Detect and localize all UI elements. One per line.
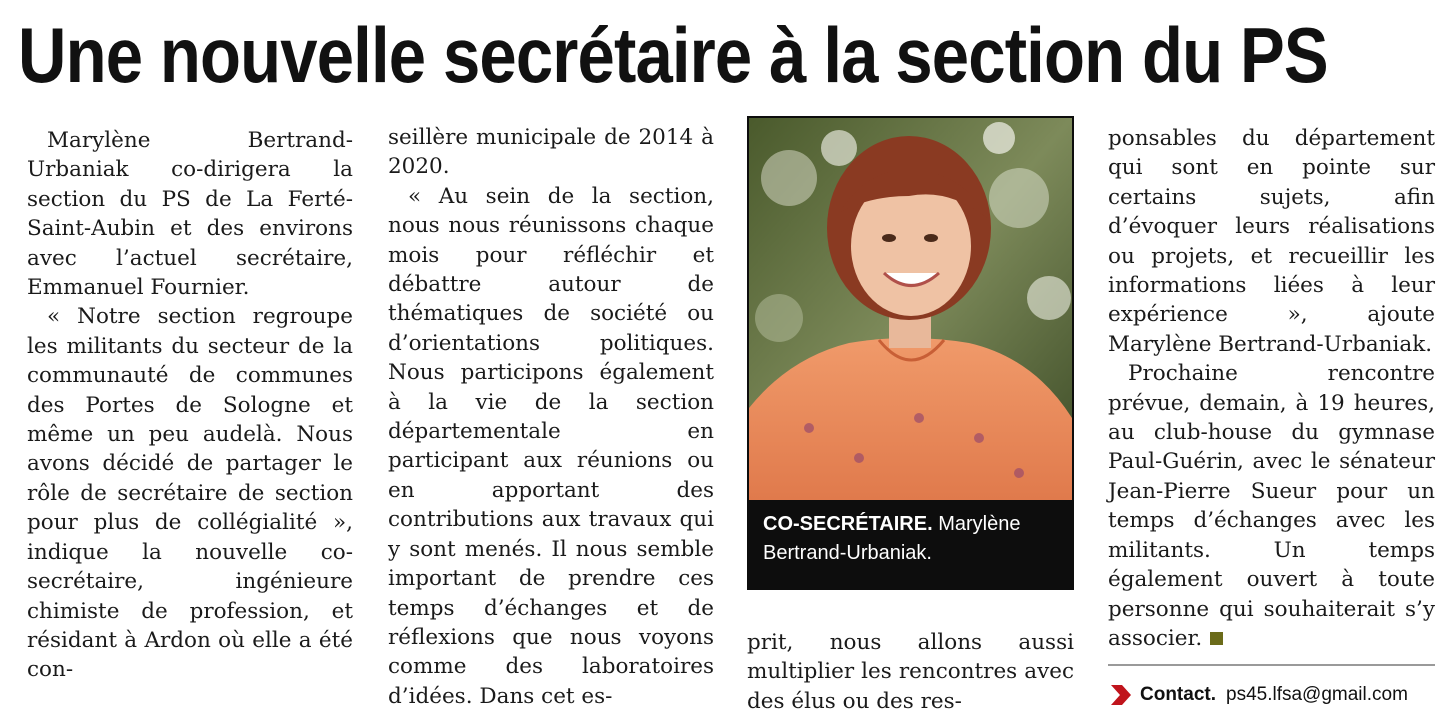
column2-paragraph-2: « Au sein de la section, nous nous réunissons chaque mois pour réfléchir et débattre autour de thématiques de société ou d’orientations politiques. Nous participons également à la vie de la section départementale en participant aux réunions ou en apportant des contributions aux travaux qui y sont menés. Il nous semble important de prendre ces temps d’échanges et de réflexions que nous voyons comme des laboratoires d’idées. Dans cet es- — [388, 183, 714, 709]
column1-paragraph-2: « Notre section regroupe les militants du secteur de la communauté de communes des Portes de Sologne et même un peu audelà. Nous avons décidé de partager le rôle de secrétaire de section pour plus de collégialité », indique la nouvelle co-secrétaire, ingénieure chimiste de profession, et résidant à Ardon où elle a été con- — [27, 304, 353, 683]
portrait-illustration — [749, 118, 1072, 500]
column3-paragraph-1: prit, nous allons aussi multiplier les rencontres avec des élus ou des res- — [747, 630, 1074, 714]
column2-paragraph-1: seillère municipale de 2014 à 2020. — [388, 125, 714, 180]
contact-label: Contact. — [1140, 684, 1216, 705]
article-column-4 — [1108, 124, 1435, 653]
contact-divider — [1108, 664, 1435, 666]
column4-paragraph-2-text: Prochaine rencontre prévue, demain, à 19 heures, au club-house du gymnase Paul-Guérin, avec le sénateur Jean-Pierre Sueur pour un temps d’échanges avec les militants. Un temps également ouvert à toute personne qui souhaiterait s’y associer. — [1108, 361, 1435, 651]
column4-paragraph-2 — [1108, 359, 1435, 653]
contact-line — [1108, 680, 1435, 710]
article-column-2 — [388, 123, 714, 711]
column4-paragraph-1: ponsables du département qui sont en pointe sur certains sujets, afin d’évoquer leurs réalisations ou projets, et recueillir les informations liées à leur expérience », ajoute Marylène Bertrand-Urbaniak. — [1108, 126, 1435, 357]
arrow-right-icon — [1108, 682, 1134, 708]
photo-caption — [763, 510, 1063, 568]
portrait-photo — [747, 116, 1074, 590]
column1-paragraph-1: Marylène Bertrand-Urbaniak co-dirigera la section du PS de La Ferté-Saint-Aubin et des environs avec l’actuel secrétaire, Emmanuel Fournier. — [27, 128, 353, 301]
headline: Une nouvelle secrétaire à la section du PS — [18, 11, 1328, 99]
article-column-1 — [27, 126, 353, 685]
caption-text: Marylène Bertrand-Urbaniak. — [763, 513, 1021, 564]
end-of-article-mark — [1210, 632, 1223, 645]
article-column-3 — [747, 628, 1074, 716]
caption-lead: CO-SECRÉTAIRE. — [763, 513, 933, 535]
contact-email[interactable]: ps45.lfsa@gmail.com — [1226, 684, 1408, 705]
